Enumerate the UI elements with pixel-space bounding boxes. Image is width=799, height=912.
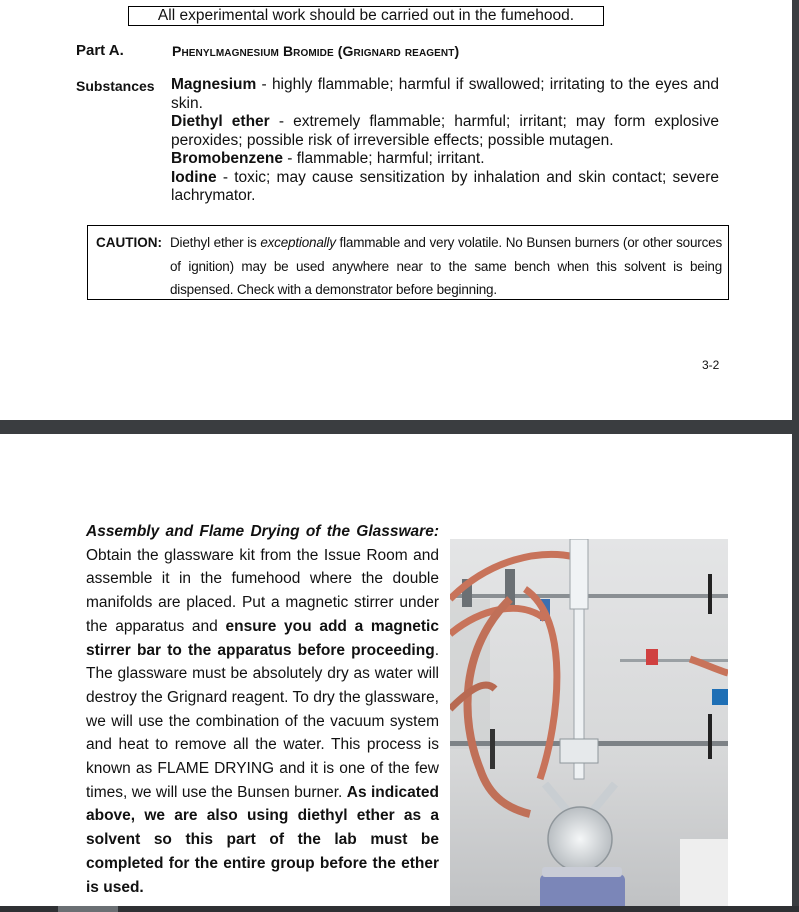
round-bottom-flask [548,807,612,871]
scrollbar-thumb[interactable] [58,906,118,912]
page-number: 3-2 [702,358,720,372]
document-page-2 [0,434,792,912]
caution-emphasis: exceptionally [260,235,336,250]
substance-item [171,113,719,150]
substance-name: Diethyl ether [171,113,270,130]
document-page-1 [0,0,792,420]
caution-label: CAUTION: [96,235,162,250]
horizontal-scrollbar[interactable] [0,906,799,912]
manifold-rod [450,594,728,598]
paragraph-bold: ensure you add a magnetic stirrer bar to the apparatus before proceeding [86,617,439,659]
adapter [560,739,598,763]
paragraph-bold: As indicated above, we are also using diethyl ether as a solvent so this part of the lab must be completed for the entire group before the ether is used. [86,783,439,896]
section-heading: Assembly and Flame Drying of the Glassware: [86,523,439,540]
substance-desc: - flammable; harmful; irritant. [282,150,485,167]
substance-name: Iodine [171,168,217,186]
caution-text-part: Diethyl ether is [170,235,261,250]
caution-box [87,225,729,300]
substance-item [171,76,719,113]
substance-name: Magnesium [171,76,257,93]
assembly-paragraph [86,520,439,899]
vertical-scrollbar[interactable] [792,0,799,912]
part-title: Phenylmagnesium Bromide (Grignard reagent) [172,43,460,59]
tap-handle [646,649,658,665]
part-label: Part A. [76,42,124,59]
substance-item [171,169,719,206]
caution-text-part: flammable and very volatile. No Bunsen burners (or other sources of ignition) may be used anywhere near to the same bench when this solvent is being dispensed. Check with a demonstrator before beginning. [170,235,722,297]
paragraph-text: . The glassware must be absolutely dry as water will destroy the Grignard reagent. To dry the glassware, we will use the combination of the vacuum system and heat to remove all the water. This process is known as FLAME DRYING and it is one of the few times, we will use the Bunsen burner. [86,641,439,801]
substances-label: Substances [76,78,155,94]
apparatus-illustration [450,539,728,912]
substance-desc: - extremely flammable; harmful; irritant; may form explosive peroxides; possible risk of irreversible effects; possible mutagen. [171,113,719,149]
substance-desc: - toxic; may cause sensitization by inhalation and skin contact; severe lachrymator. [171,168,719,204]
fumehood-notice: All experimental work should be carried out in the fumehood. [128,6,604,26]
substance-name: Bromobenzene [171,150,283,167]
condenser [570,539,588,609]
substances-list [171,76,719,206]
support-rod [620,659,728,662]
substance-desc: - highly flammable; harmful if swallowed; irritating to the eyes and skin. [171,76,719,112]
paragraph-text: Obtain the glassware kit from the Issue Room and assemble it in the fumehood where the double manifolds are placed. Put a magnetic stirrer under the apparatus and [86,546,439,635]
bench-surface [680,839,728,912]
substance-item [171,150,719,169]
glassware-apparatus-photo [450,539,728,912]
caution-text [170,231,722,302]
